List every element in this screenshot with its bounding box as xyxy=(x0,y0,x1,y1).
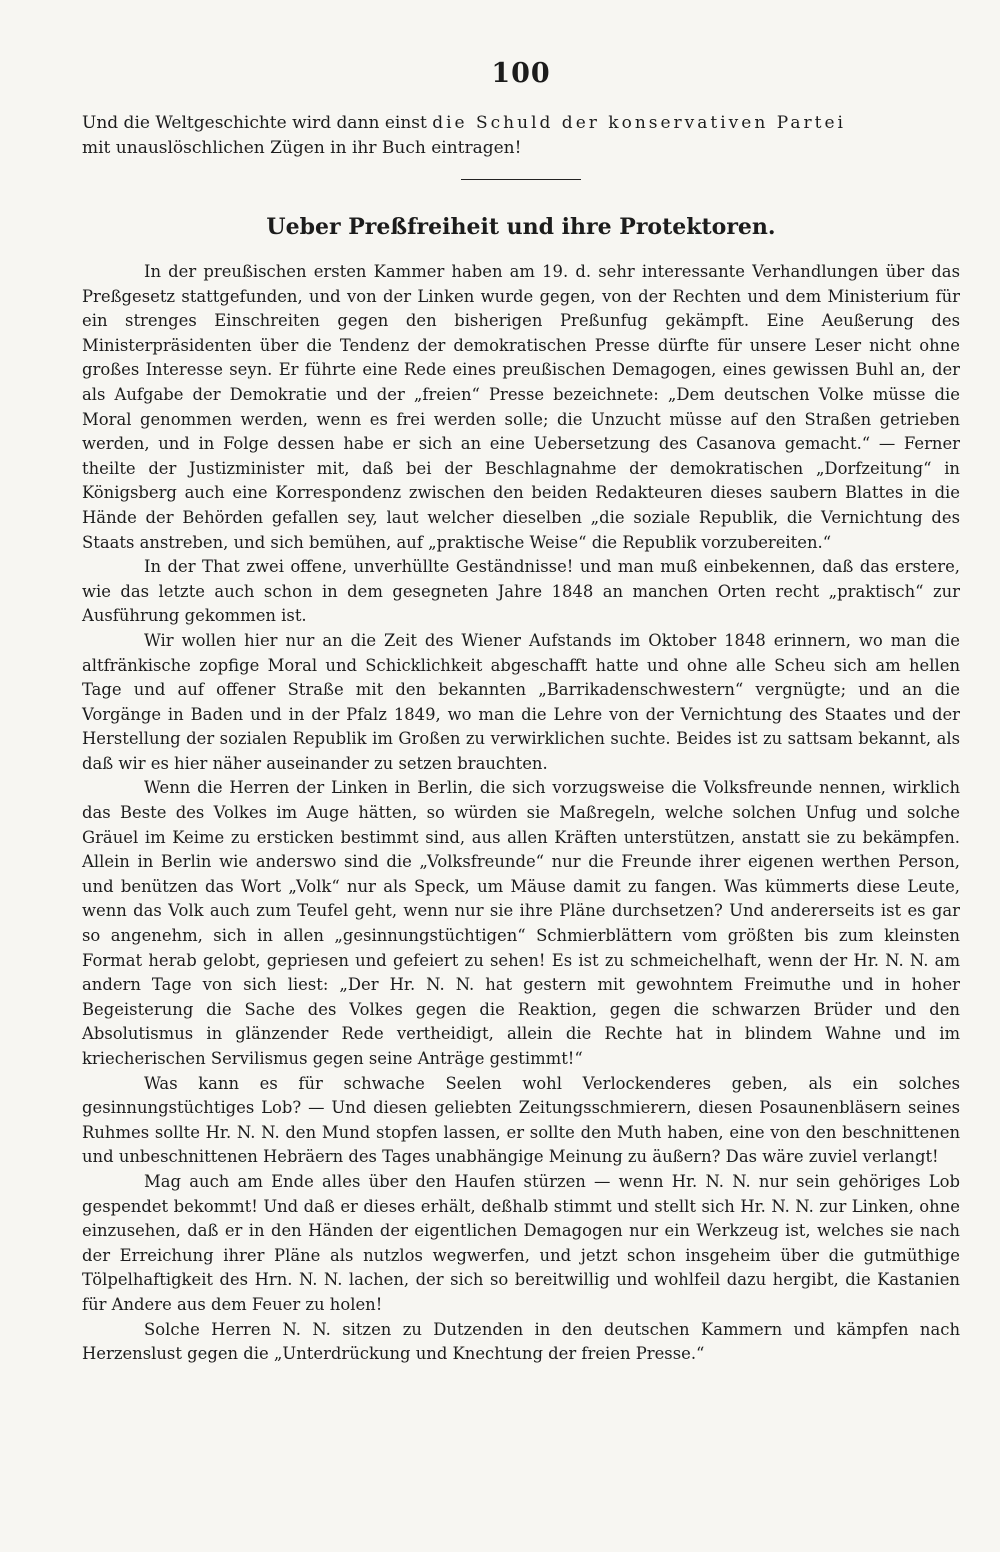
paragraph: Mag auch am Ende alles über den Haufen stürzen — wenn Hr. N. N. nur sein gehöriges Lob gespendet bekommt! Und daß er dieses erhält, deßhalb stimmt und stellt sich Hr. N. N. zur Linken, ohne einzusehen, daß er in den Händen der eigentlichen Demagogen nur ein Werkzeug ist, welches sie nach der Erreichung ihrer Pläne als nutzlos wegwerfen, und jetzt schon insgeheim über die gutmüthige Tölpelhaftigkeit des Hrn. N. N. lachen, der sich so bereitwillig und wohlfeil dazu hergibt, die Kastanien für Andere aus dem Feuer zu holen! xyxy=(82,1171,960,1314)
paragraph: Wenn die Herren der Linken in Berlin, die sich vorzugsweise die Volksfreunde nennen, wirklich das Beste des Volkes im Auge hätten, so würden sie Maßregeln, welche solchen Unfug und solche Gräuel im Keime zu ersticken bestimmt sind, aus allen Kräften unterstützen, anstatt sie zu bekämpfen. Allein in Berlin wie anderswo sind die „Volksfreunde“ nur die Freunde ihrer eigenen werthen Person, und benützen das Wort „Volk“ nur als Speck, um Mäuse damit zu fangen. Was kümmerts diese Leute, wenn das Volk auch zum Teufel geht, wenn nur sie ihre Pläne durchsetzen? Und andererseits ist es gar so angenehm, sich in allen „gesinnungstüchtigen“ Schmierblättern vom größten bis zum kleinsten Format herab gelobt, gepriesen und gefeiert zu sehen! Es ist zu schmeichelhaft, wenn der Hr. N. N. am andern Tage von sich liest: „Der Hr. N. N. hat gestern mit gewohntem Freimuthe und in hoher Begeisterung die Sache des Volkes gegen die Reaktion, gegen die schwarzen Brüder und den Absolutismus in glänzender Rede vertheidigt, allein die Rechte hat in blindem Wahne und im kriecherischen Servilismus gegen seine Anträge gestimmt!“ xyxy=(82,778,960,1068)
intro-line-2: mit unauslöschlichen Zügen in ihr Buch eintragen! xyxy=(82,138,522,158)
paragraph: Solche Herren N. N. sitzen zu Dutzenden in den deutschen Kammern und kämpfen nach Herzenslust gegen die „Unterdrückung und Knechtung der freien Presse.“ xyxy=(82,1319,960,1364)
paragraph: In der That zwei offene, unverhüllte Geständnisse! und man muß einbekennen, daß das erstere, wie das letzte auch schon in dem gesegneten Jahre 1848 an manchen Orten recht „praktisch“ zur Ausführung gekommen ist. xyxy=(82,557,960,626)
intro-line-1-spaced: die Schuld der konservativen Partei xyxy=(432,113,846,133)
article-body xyxy=(82,260,960,1367)
section-divider xyxy=(461,179,581,180)
paragraph: In der preußischen ersten Kammer haben am 19. d. sehr interessante Verhandlungen über das Preßgesetz stattgefunden, und von der Linken wurde gegen, von der Rechten und dem Ministerium für ein strenges Einschreiten gegen den bisherigen Preßunfug gekämpft. Eine Aeußerung des Ministerpräsidenten über die Tendenz der demokratischen Presse dürfte für unsere Leser nicht ohne großes Interesse seyn. Er führte eine Rede eines preußischen Demagogen, eines gewissen Buhl an, der als Aufgabe der Demokratie und der „freien“ Presse bezeichnete: „Dem deutschen Volke müsse die Moral genommen werden, wenn es frei werden solle; die Unzucht müsse auf den Straßen getrieben werden, und in Folge dessen habe er sich an eine Uebersetzung des Casanova gemacht.“ — Ferner theilte der Justizminister mit, daß bei der Beschlagnahme der demokratischen „Dorfzeitung“ in Königsberg auch eine Korrespondenz zwischen den beiden Redakteuren dieses saubern Blattes in die Hände der Behörden gefallen sey, laut welcher dieselben „die soziale Republik, die Vernichtung des Staats anstreben, und sich bemühen, auf „praktische Weise“ die Republik vorzubereiten.“ xyxy=(82,262,960,552)
article-heading: Ueber Preßfreiheit und ihre Protektoren. xyxy=(266,214,776,240)
intro-line-1-start: Und die Weltgeschichte wird dann einst xyxy=(82,113,433,133)
paragraph: Was kann es für schwache Seelen wohl Verlockenderes geben, als ein solches gesinnungstüchtiges Lob? — Und diesen geliebten Zeitungsschmierern, diesen Posaunenbläsern seines Ruhmes sollte Hr. N. N. den Mund stopfen lassen, er sollte den Muth haben, eine von den beschnittenen und unbeschnittenen Hebräern des Tages unabhängige Meinung zu äußern? Das wäre zuviel verlangt! xyxy=(82,1073,960,1167)
paragraph: Wir wollen hier nur an die Zeit des Wiener Aufstands im Oktober 1848 erinnern, wo man die altfränkische zopfige Moral und Schicklichkeit abgeschafft hatte und ohne alle Scheu sich am hellen Tage und auf offener Straße mit den bekannten „Barrikadenschwestern“ vergnügte; und an die Vorgänge in Baden und in der Pfalz 1849, wo man die Lehre von der Vernichtung des Staates und der Herstellung der sozialen Republik im Großen zu verwirklichen suchte. Beides ist zu sattsam bekannt, als daß wir es hier näher auseinander zu setzen brauchten. xyxy=(82,630,960,773)
page-number: 100 xyxy=(491,58,551,89)
intro-text xyxy=(82,111,960,161)
intro-line-1 xyxy=(82,111,960,136)
